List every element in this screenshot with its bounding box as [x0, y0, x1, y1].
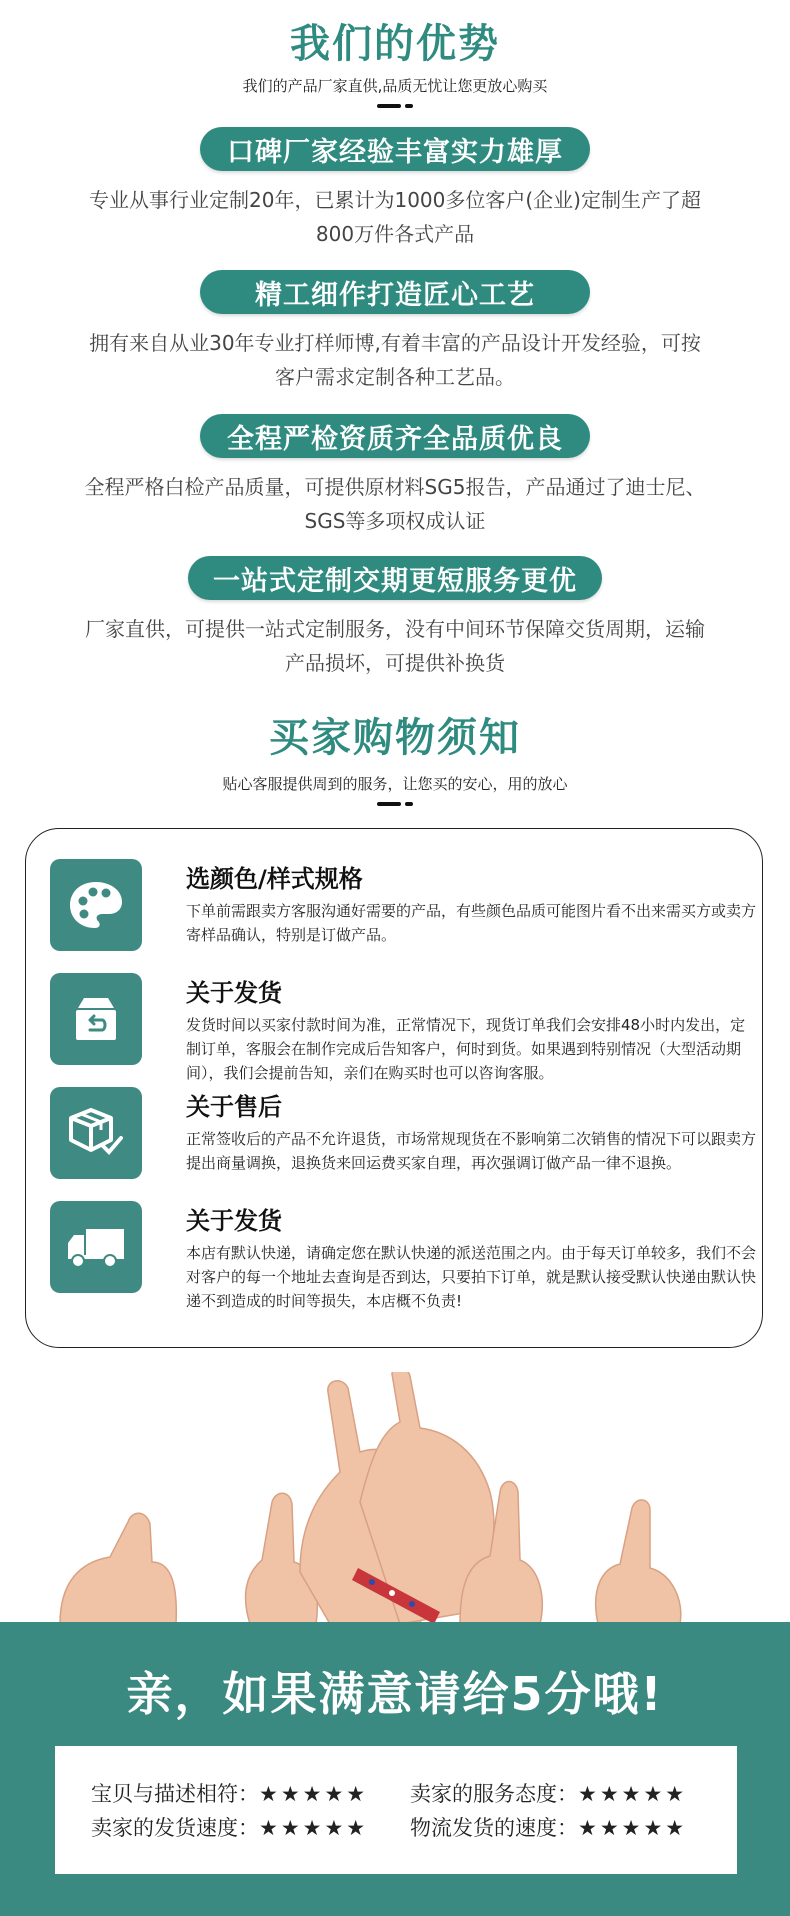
palette-icon [50, 859, 142, 951]
advantages-subtitle: 我们的产品厂家直供,品质无忧让您更放心购买 [242, 77, 548, 95]
title-dash-divider [377, 104, 413, 108]
notice-text-4: 本店有默认快递，请确定您在默认快递的派送范围之内。由于每天订单较多，我们不会对客户的每一个地址去查询是否到达，只要拍下订单，就是默认接受默认快递由默认快递不到造成的时间等损失，本店概不负责! [186, 1244, 757, 1310]
advantage-heading-3: 全程严检资质齐全品质优良 [200, 414, 590, 458]
rating-label: 宝贝与描述相符： [91, 1782, 259, 1806]
notice-item-express [50, 1201, 757, 1311]
advantages-section [0, 0, 790, 108]
advantage-item-3 [0, 414, 790, 538]
shopping-notice-card [25, 828, 763, 1348]
star-rating[interactable]: ★★★★★ [578, 1782, 688, 1806]
advantage-text-4 [48, 612, 742, 680]
notice-text-3: 正常签收后的产品不允许退货，市场常规现货在不影响第二次销售的情况下可以跟卖方提出商量调换，退换货来回运费买家自理，再次强调订做产品一律不退换。 [186, 1130, 757, 1172]
advantage-item-4 [0, 556, 790, 680]
advantage-heading-1: 口碑厂家经验丰富实力雄厚 [200, 127, 590, 171]
notice-section-header [0, 706, 790, 806]
rating-label: 物流发货的速度： [410, 1816, 578, 1840]
advantage-text-2-line2: 客户需求定制各种工艺品。 [275, 365, 515, 389]
advantage-text-2-line1: 拥有来自从业30年专业打样师博,有着丰富的产品设计开发经验，可按 [89, 331, 701, 355]
rating-banner [0, 1622, 790, 1916]
thumbs-up-hands-image [0, 1372, 790, 1624]
advantage-text-1-line2: 800万件各式产品 [315, 222, 475, 246]
star-rating[interactable]: ★★★★★ [259, 1782, 369, 1806]
notice-heading-2: 关于发货 [186, 979, 282, 1007]
advantage-item-2 [0, 270, 790, 394]
rating-label: 卖家的发货速度： [91, 1816, 259, 1840]
notice-text-2: 发货时间以买家付款时间为准，正常情况下，现货订单我们会安排48小时内发出，定制订单，客服会在制作完成后告知客户，何时到货。如果遇到特别情况（大型活动期间），我们会提前告知，亲们在购买时也可以咨询客服。 [186, 1016, 746, 1082]
advantage-heading-2: 精工细作打造匠心工艺 [200, 270, 590, 314]
advantage-heading-4: 一站式定制交期更短服务更优 [188, 556, 602, 600]
advantages-title: 我们的优势 [290, 21, 500, 67]
rating-label: 卖家的服务态度： [410, 1782, 578, 1806]
notice-item-after-sales [50, 1087, 757, 1187]
notice-heading-4: 关于发货 [186, 1207, 282, 1235]
advantage-text-3 [48, 470, 742, 538]
notice-subtitle: 贴心客服提供周到的服务，让您买的安心，用的放心 [222, 775, 568, 793]
advantage-item-1 [0, 127, 790, 251]
star-rating[interactable]: ★★★★★ [578, 1816, 688, 1840]
truck-icon [50, 1201, 142, 1293]
advantage-text-3-line2: SGS等多项权成认证 [304, 509, 486, 533]
rating-item-logistics [410, 1812, 687, 1842]
notice-dash-divider [377, 802, 413, 806]
notice-title: 买家购物须知 [269, 715, 521, 761]
star-rating[interactable]: ★★★★★ [259, 1816, 369, 1840]
rating-item-service [410, 1778, 687, 1808]
advantage-text-2 [48, 326, 742, 394]
advantage-text-4-line2: 产品损坏，可提供补换货 [285, 651, 505, 675]
advantage-text-4-line1: 厂家直供，可提供一站式定制服务，没有中间环节保障交货周期，运输 [85, 617, 705, 641]
notice-item-color-spec [50, 859, 757, 959]
notice-heading-1: 选颜色/样式规格 [186, 865, 363, 893]
notice-text-1: 下单前需跟卖方客服沟通好需要的产品，有些颜色品质可能图片看不出来需买方或卖方寄样品确认，特别是订做产品。 [186, 902, 757, 944]
box-return-icon [50, 973, 142, 1065]
rating-item-delivery-speed [91, 1812, 368, 1842]
advantage-text-1-line1: 专业从事行业定制20年，已累计为1000多位客户(企业)定制生产了超 [89, 188, 701, 212]
advantage-text-1 [48, 183, 742, 251]
advantage-text-3-line1: 全程严格白检产品质量，可提供原材料SG5报告，产品通过了迪士尼、 [84, 475, 706, 499]
notice-heading-3: 关于售后 [186, 1093, 282, 1121]
notice-item-shipping [50, 973, 746, 1083]
package-check-icon [50, 1087, 142, 1179]
rating-item-description [91, 1778, 368, 1808]
rating-title: 亲，如果满意请给5分哦! [126, 1667, 664, 1721]
rating-box [55, 1746, 737, 1874]
